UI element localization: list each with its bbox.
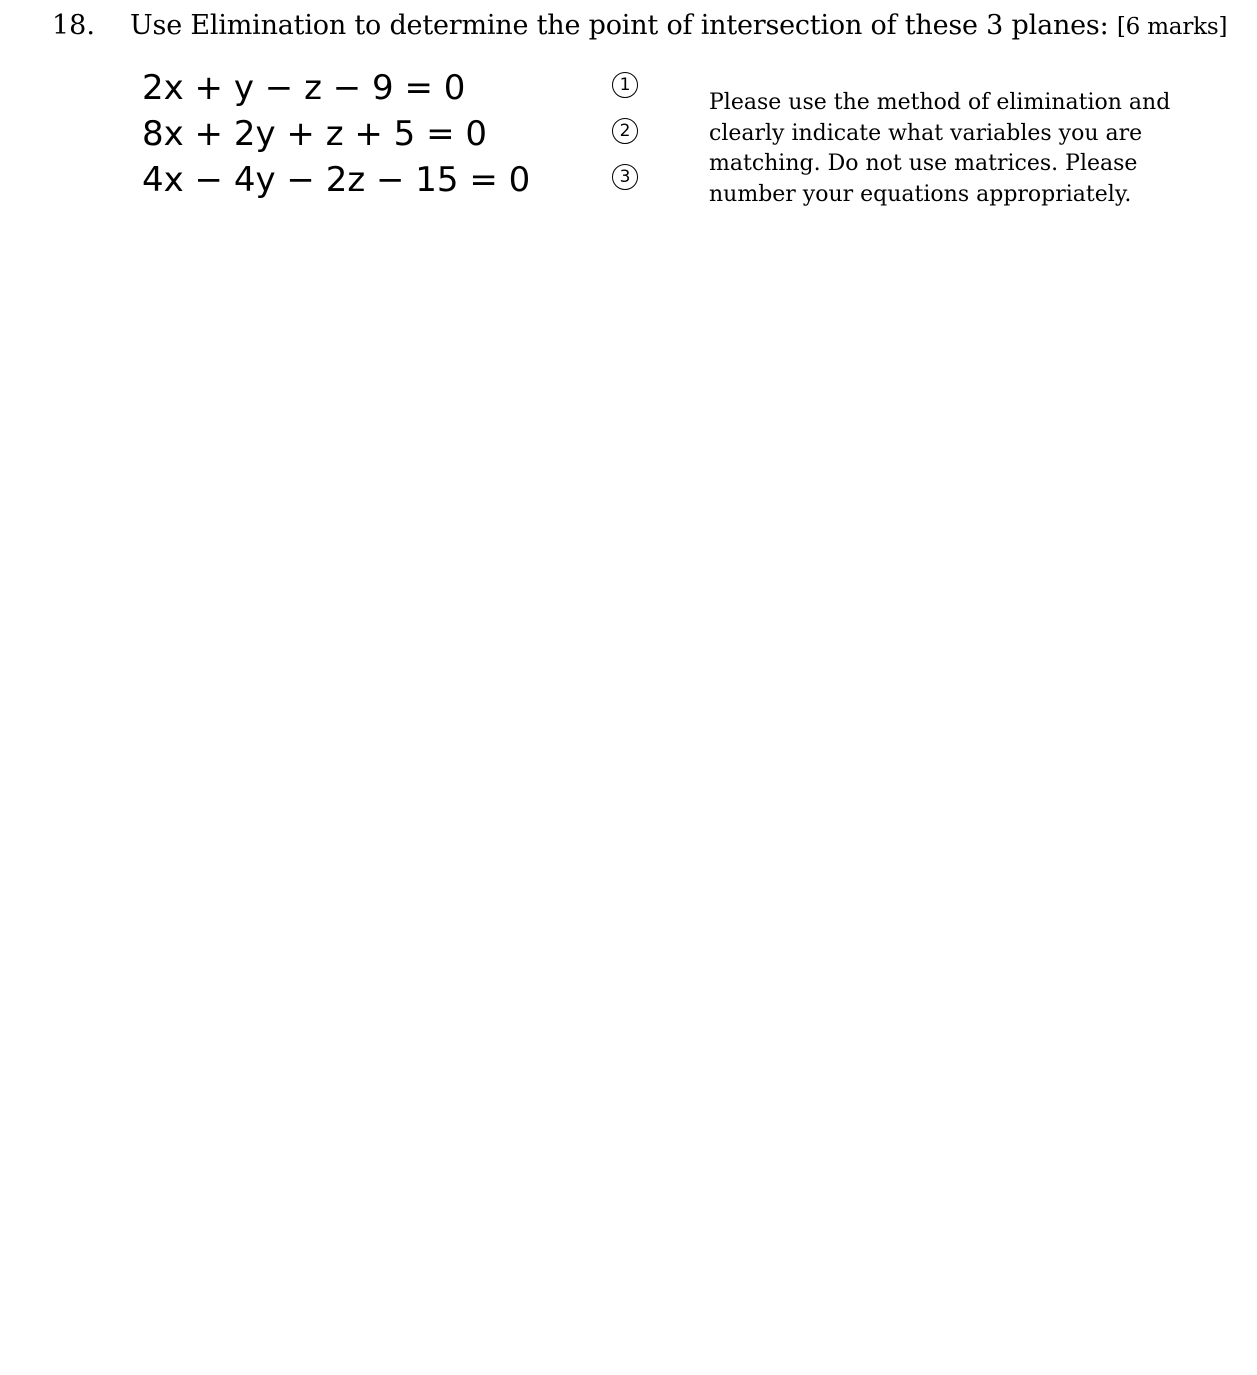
equation-row xyxy=(142,158,662,204)
equation-3-marker: 3 xyxy=(612,164,638,190)
question-prompt xyxy=(130,6,1227,47)
equation-1: 2x + y − z − 9 = 0 xyxy=(142,68,466,108)
equation-list xyxy=(142,66,662,204)
instructions-note xyxy=(709,88,1179,210)
equation-2-marker: 2 xyxy=(612,118,638,144)
equation-1-marker: 1 xyxy=(612,72,638,98)
equation-3: 4x − 4y − 2z − 15 = 0 xyxy=(142,160,531,200)
equation-row xyxy=(142,112,662,158)
question-text: Use Elimination to determine the point of intersection of these 3 planes: xyxy=(130,10,1117,41)
question-number: 18. xyxy=(52,10,95,41)
instructions-line: Please use the method of elimination and xyxy=(709,90,1171,115)
instructions-line: number your equations appropriately. xyxy=(709,181,1132,207)
equation-2: 8x + 2y + z + 5 = 0 xyxy=(142,114,488,154)
instructions-line: clearly indicate what variables you are xyxy=(709,120,1143,146)
instructions-line: matching. Do not use matrices. Please xyxy=(709,151,1138,176)
equation-row xyxy=(142,66,662,112)
marks-label: [6 marks] xyxy=(1116,14,1228,40)
